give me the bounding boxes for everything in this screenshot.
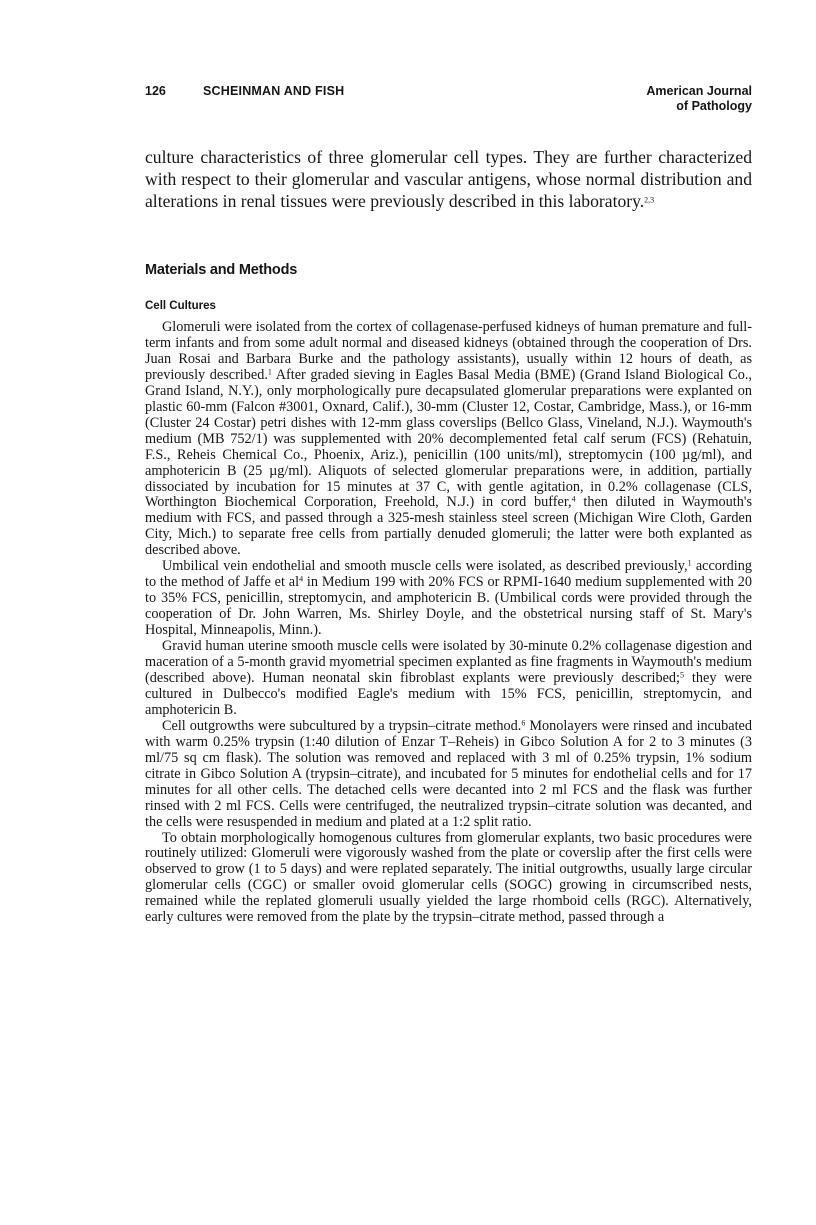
text-run: according to the method of Jaffe et al <box>145 558 753 591</box>
subsection-heading: Cell Cultures <box>145 300 216 312</box>
body-text <box>145 320 752 926</box>
paragraph-subculture <box>145 719 752 831</box>
paragraph-umbilical-cells <box>145 559 752 639</box>
text-run: Monolayers were rinsed and incubated with warm 0.25% trypsin (1:40 dilution of Enzar T–Reheis) in Gibco Solution A for 2 to 3 minutes (3 ml/75 sq cm flask). The solution was removed and replaced with 3 ml of 0.25% trypsin, 1% sodium citrate in Gibco Solution A (trypsin–citrate), and incubated for 5 minutes for endothelial cells and for 17 minutes for all other cells. The detached cells were decanted into 2 ml FCS and the flask was further rinsed with 2 ml FCS. Cells were centrifuged, the neutralized trypsin–citrate solution was decanted, and the cells were resuspended in medium and plated at a 1:2 split ratio. <box>145 717 752 830</box>
journal-title-line-2: of Pathology <box>676 99 752 113</box>
citation: 5 <box>680 670 685 680</box>
section-heading: Materials and Methods <box>145 262 298 278</box>
page-number: 126 <box>145 84 166 98</box>
citation: 1 <box>267 367 272 377</box>
text-run: Glomeruli were isolated from the cortex of collagenase-perfused kidneys of human premature and full-term infants and from some adult normal and diseased kidneys (obtained through the cooperation of Drs. Juan Rosai and Barbara Burke and the pathology assistants), usually within 12 hours of death, as previously described. <box>145 319 752 383</box>
paragraph-homogenous-cultures <box>145 831 752 927</box>
running-header <box>145 84 752 120</box>
paragraph-uterine-cells <box>145 639 752 719</box>
citation: 2,3 <box>644 195 655 205</box>
text-run: To obtain morphologically homogenous cultures from glomerular explants, two basic procedures were routinely utilized: Glomeruli were vigorously washed from the plate or coverslip after the first cells were observed to grow (1 to 5 days) and were replated separately. The initial outgrowths, usually large circular glomerular cells (CGC) or smaller ovoid glomerular cells (SOGC) growing in circumscribed nests, remained while the replated glomeruli usually yielded the large rhomboid cells (RGC). Alternatively, early cultures were removed from the plate by the trypsin–citrate method, passed through a <box>145 829 752 926</box>
citation: 4 <box>571 495 576 505</box>
intro-paragraph <box>145 146 752 212</box>
text-run: Cell outgrowths were subcultured by a trypsin–citrate method. <box>162 717 522 734</box>
citation: 4 <box>299 574 304 584</box>
text-run: Gravid human uterine smooth muscle cells were isolated by 30-minute 0.2% collagenase digestion and maceration of a 5-month gravid myometrial specimen explanted as fine fragments in Waymouth's medium (described above). Human neonatal skin fibroblast explants were previously described; <box>145 638 752 686</box>
intro-text: culture characteristics of three glomerular cell types. They are further characterized with respect to their glomerular and vascular antigens, whose normal distribution and alterations in renal tissues were previously described in this laboratory. <box>145 147 752 211</box>
text-run: they were cultured in Dulbecco's modified Eagle's medium with 15% FCS, penicillin, streptomycin, and amphotericin B. <box>145 669 752 718</box>
journal-title <box>646 84 752 114</box>
journal-title-line-1: American Journal <box>646 84 752 98</box>
paragraph-glomeruli-isolation <box>145 320 752 559</box>
text-run: After graded sieving in Eagles Basal Media (BME) (Grand Island Biological Co., Grand Island, N.Y.), only morphologically pure decapsulated glomerular preparations were explanted on plastic 60-mm (Falcon #3001, Oxnard, Calif.), 30-mm (Cluster 12, Costar, Cambridge, Mass.), or 16-mm (Cluster 24 Costar) petri dishes with 12-mm glass coverslips (Bellco Glass, Vineland, N.J.). Waymouth's medium (MB 752/1) was supplemented with 20% decomplemented fetal calf serum (FCS) (Rehatuin, F.S., Reheis Chemical Co., Phoenix, Ariz.), penicillin (100 units/ml), streptomycin (100 µg/ml), and amphotericin B (25 µg/ml). Aliquots of selected glomerular preparations were, in addition, partially dissociated by incubation for 15 minutes at 37 C, with gentle agitation, in 0.2% collagenase (CLS, Worthington Biochemical Corporation, Freehold, N.J.) in cord buffer, <box>145 366 752 511</box>
text-run: in Medium 199 with 20% FCS or RPMI-1640 medium supplemented with 20 to 35% FCS, penicillin, streptomycin, and amphotericin B. (Umbilical cords were provided through the cooperation of Dr. John Warren, Ms. Shirley Doyle, and the obstetrical nursing staff of St. Mary's Hospital, Minneapolis, Minn.). <box>145 574 753 639</box>
text-run: Umbilical vein endothelial and smooth muscle cells were isolated, as described previously, <box>162 558 688 575</box>
running-authors: SCHEINMAN AND FISH <box>203 84 345 98</box>
text-run: then diluted in Waymouth's medium with FCS, and passed through a 325-mesh stainless steel screen (Michigan Wire Cloth, Garden City, Mich.) to separate free cells from partially denuded glomeruli; the latter were both explanted as described above. <box>145 494 752 559</box>
citation: 6 <box>521 718 526 728</box>
citation: 1 <box>687 558 692 568</box>
